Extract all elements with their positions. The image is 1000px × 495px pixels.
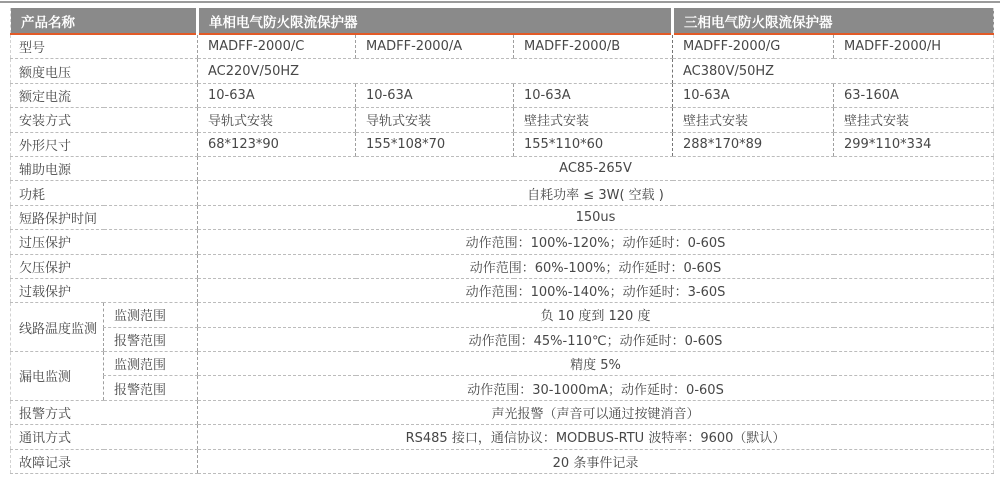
mounting-h: 壁挂式安装 — [834, 108, 994, 132]
row-label-mounting: 安装方式 — [11, 108, 198, 132]
spec-row-line-temp-monitor — [11, 303, 994, 327]
spec-row-rated-current — [11, 83, 994, 107]
rated-current-g: 10-63A — [673, 83, 834, 107]
rated-voltage-three: AC380V/50HZ — [673, 59, 994, 83]
row-label-model: 型号 — [11, 34, 198, 59]
dimensions-b: 155*110*60 — [514, 132, 673, 156]
spec-row-rated-voltage — [11, 59, 994, 83]
spec-row-short-circuit-time — [11, 205, 994, 229]
row-label-dimensions: 外形尺寸 — [11, 132, 198, 156]
spec-row-over-voltage — [11, 230, 994, 254]
mounting-c: 导轨式安装 — [198, 108, 356, 132]
rated-voltage-single: AC220V/50HZ — [198, 59, 673, 83]
spec-row-communication — [11, 425, 994, 449]
model-value-h: MADFF-2000/H — [834, 34, 994, 59]
rated-current-h: 63-160A — [834, 83, 994, 107]
leakage-monitor-label: 监测范围 — [104, 352, 198, 376]
spec-row-alarm-mode — [11, 400, 994, 424]
header-product-name: 产品名称 — [11, 8, 198, 34]
spec-row-model — [11, 34, 994, 59]
aux-power-value: AC85-265V — [198, 156, 994, 180]
dimensions-c: 68*123*90 — [198, 132, 356, 156]
line-temp-alarm-value: 动作范围：45%-110℃；动作延时：0-60S — [198, 327, 994, 351]
row-label-alarm-mode: 报警方式 — [11, 400, 198, 424]
over-voltage-value: 动作范围：100%-120%；动作延时：0-60S — [198, 230, 994, 254]
alarm-mode-value: 声光报警（声音可以通过按键消音） — [198, 400, 994, 424]
leakage-monitor-value: 精度 5% — [198, 352, 994, 376]
line-temp-monitor-label: 监测范围 — [104, 303, 198, 327]
spec-row-fault-log — [11, 449, 994, 473]
row-label-rated-voltage: 额度电压 — [11, 59, 198, 83]
row-label-leakage: 漏电监测 — [11, 352, 104, 401]
line-temp-monitor-value: 负 10 度到 120 度 — [198, 303, 994, 327]
rated-current-c: 10-63A — [198, 83, 356, 107]
spec-row-under-voltage — [11, 254, 994, 278]
row-label-aux-power: 辅助电源 — [11, 156, 198, 180]
leakage-alarm-label: 报警范围 — [104, 376, 198, 400]
spec-header-row — [11, 8, 994, 34]
under-voltage-value: 动作范围：60%-100%；动作延时：0-60S — [198, 254, 994, 278]
mounting-a: 导轨式安装 — [356, 108, 514, 132]
leakage-alarm-value: 动作范围：30-1000mA；动作延时：0-60S — [198, 376, 994, 400]
dimensions-a: 155*108*70 — [356, 132, 514, 156]
row-label-overload: 过载保护 — [11, 278, 198, 302]
row-label-short-circuit-time: 短路保护时间 — [11, 205, 198, 229]
spec-row-power-consumption — [11, 181, 994, 205]
fault-log-value: 20 条事件记录 — [198, 449, 994, 473]
line-temp-alarm-label: 报警范围 — [104, 327, 198, 351]
row-label-rated-current: 额定电流 — [11, 83, 198, 107]
mounting-b: 壁挂式安装 — [514, 108, 673, 132]
model-value-b: MADFF-2000/B — [514, 34, 673, 59]
dimensions-g: 288*170*89 — [673, 132, 834, 156]
row-label-under-voltage: 欠压保护 — [11, 254, 198, 278]
rated-current-a: 10-63A — [356, 83, 514, 107]
header-three-phase: 三相电气防火限流保护器 — [673, 8, 994, 34]
row-label-power-consumption: 功耗 — [11, 181, 198, 205]
communication-value: RS485 接口，通信协议：MODBUS-RTU 波特率：9600（默认） — [198, 425, 994, 449]
model-value-a: MADFF-2000/A — [356, 34, 514, 59]
top-divider-line — [0, 1, 1000, 3]
product-spec-table — [10, 8, 994, 474]
row-label-line-temp: 线路温度监测 — [11, 303, 104, 352]
spec-row-leakage-alarm — [11, 376, 994, 400]
row-label-communication: 通讯方式 — [11, 425, 198, 449]
power-consumption-value: 自耗功率 ≤ 3W( 空载 ) — [198, 181, 994, 205]
spec-row-aux-power — [11, 156, 994, 180]
model-value-c: MADFF-2000/C — [198, 34, 356, 59]
spec-row-dimensions — [11, 132, 994, 156]
short-circuit-time-value: 150us — [198, 205, 994, 229]
spec-row-overload — [11, 278, 994, 302]
spec-row-line-temp-alarm — [11, 327, 994, 351]
spec-row-mounting — [11, 108, 994, 132]
mounting-g: 壁挂式安装 — [673, 108, 834, 132]
overload-value: 动作范围：100%-140%；动作延时：3-60S — [198, 278, 994, 302]
row-label-fault-log: 故障记录 — [11, 449, 198, 473]
row-label-over-voltage: 过压保护 — [11, 230, 198, 254]
dimensions-h: 299*110*334 — [834, 132, 994, 156]
rated-current-b: 10-63A — [514, 83, 673, 107]
header-single-phase: 单相电气防火限流保护器 — [198, 8, 673, 34]
spec-row-leakage-monitor — [11, 352, 994, 376]
model-value-g: MADFF-2000/G — [673, 34, 834, 59]
